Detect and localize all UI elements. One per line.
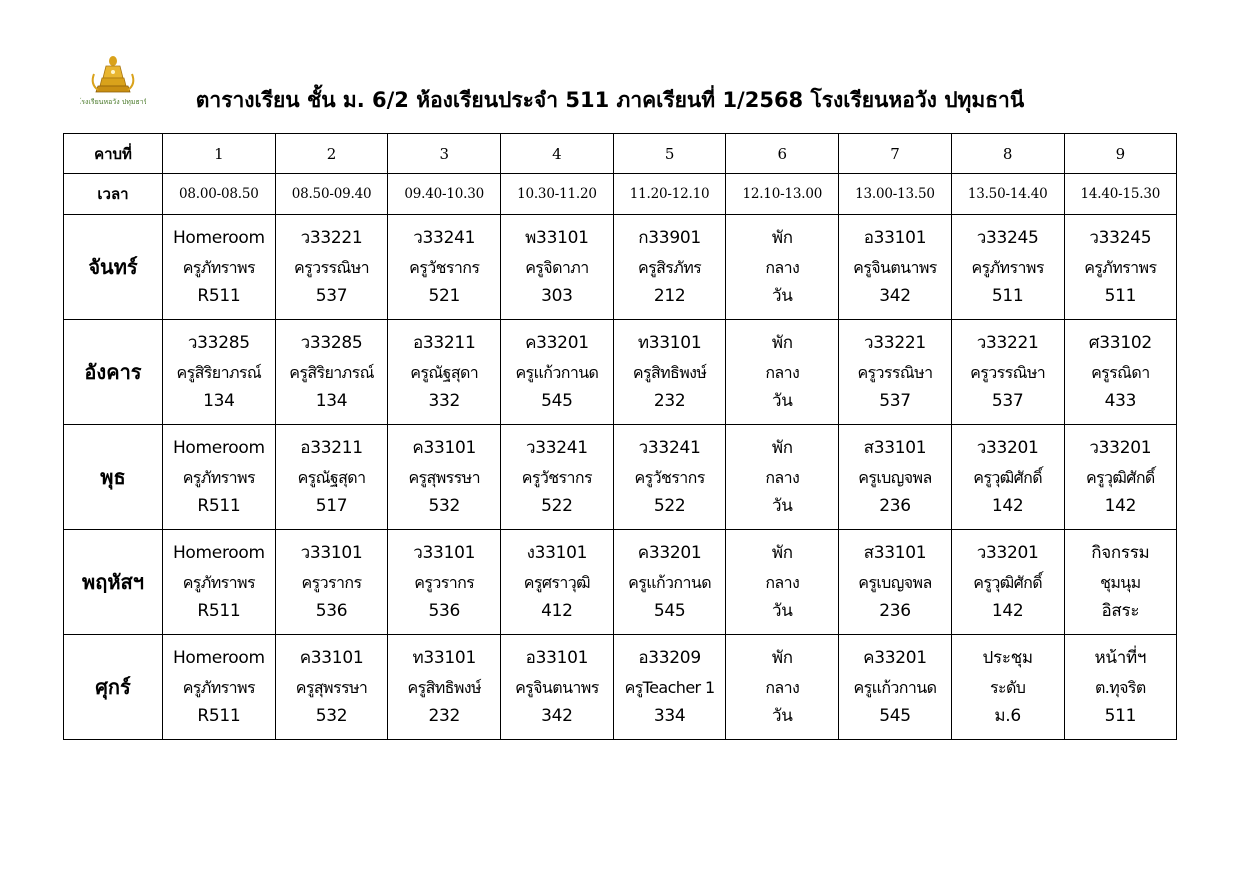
class-cell [163, 320, 276, 425]
time-slot: 13.50-14.40 [951, 174, 1064, 215]
teacher-name: ครูสิทธิพงษ์ [632, 362, 707, 382]
class-cell [501, 530, 614, 635]
room-number: 536 [428, 600, 460, 621]
teacher-name: ครูจิดาภา [525, 257, 589, 277]
subject-code: อ33211 [412, 332, 476, 353]
time-slot: 12.10-13.00 [726, 174, 839, 215]
room-number: วัน [771, 390, 793, 411]
class-cell [951, 635, 1064, 740]
class-cell [951, 425, 1064, 530]
class-cell [839, 320, 952, 425]
room-number: อิสระ [1101, 600, 1140, 621]
day-row [64, 530, 1177, 635]
day-name: ศุกร์ [64, 635, 163, 740]
period-number: 3 [388, 134, 501, 174]
teacher-name: ต.ทุจริต [1094, 677, 1146, 697]
room-number: 142 [1104, 495, 1137, 516]
subject-code: ว33285 [300, 332, 363, 353]
room-number: 521 [428, 285, 460, 306]
crown-emblem-icon [93, 56, 134, 92]
teacher-name: ครูวรรณิษา [970, 362, 1046, 382]
period-number: 2 [275, 134, 388, 174]
teacher-name: ครูภัทราพร [182, 257, 255, 277]
time-slot: 09.40-10.30 [388, 174, 501, 215]
page-title: ตารางเรียน ชั้น ม. 6/2 ห้องเรียนประจำ 511 ภาคเรียนที่ 1/2568 โรงเรียนหอวัง ปทุมธานี [195, 88, 1025, 112]
teacher-name: ครูสุพรรษา [295, 677, 368, 697]
class-cell [1064, 635, 1177, 740]
day-name: จันทร์ [64, 215, 163, 320]
class-cell [388, 635, 501, 740]
teacher-name: ครูTeacher 1 [624, 677, 715, 697]
subject-code: ว33285 [187, 332, 250, 353]
subject-code: Homeroom [172, 647, 265, 668]
period-number: 8 [951, 134, 1064, 174]
room-number: 537 [315, 285, 348, 306]
teacher-name: ครูวรรณิษา [857, 362, 933, 382]
room-number: R511 [197, 600, 241, 621]
teacher-name: ครูจินตนาพร [853, 257, 937, 277]
room-number: 142 [991, 600, 1024, 621]
class-cell [275, 215, 388, 320]
time-slot: 13.00-13.50 [839, 174, 952, 215]
period-number: 7 [839, 134, 952, 174]
subject-code: ว33241 [638, 437, 701, 458]
class-cell [839, 530, 952, 635]
room-number: 522 [653, 495, 686, 516]
room-number: 412 [541, 600, 573, 621]
subject-code: กิจกรรม [1091, 542, 1150, 563]
subject-code: Homeroom [172, 437, 265, 458]
class-cell [613, 425, 726, 530]
teacher-name: ครูภัทราพร [1084, 257, 1157, 277]
room-number: 517 [315, 495, 348, 516]
class-cell [388, 530, 501, 635]
teacher-name: กลาง [765, 572, 800, 592]
room-number: 433 [1104, 390, 1137, 411]
subject-code: ว33241 [525, 437, 588, 458]
time-header-row [64, 174, 1177, 215]
subject-code: พัก [771, 227, 793, 248]
teacher-name: ครูเบญจพล [858, 572, 932, 592]
class-cell [951, 320, 1064, 425]
teacher-name: ครูวรากร [301, 572, 362, 592]
subject-code: ว33221 [976, 332, 1039, 353]
subject-code: ว33221 [300, 227, 363, 248]
room-number: 545 [541, 390, 573, 411]
teacher-name: กลาง [765, 257, 800, 277]
class-cell [275, 530, 388, 635]
subject-code: อ33209 [638, 647, 701, 668]
subject-code: ค33201 [525, 332, 589, 353]
day-row [64, 425, 1177, 530]
logo-text: โรงเรียนหอวัง ปทุมธานี [80, 98, 146, 106]
teacher-name: ครูภัทราพร [182, 467, 255, 487]
teacher-name: กลาง [765, 467, 800, 487]
teacher-name: ครูสิรภัทร [638, 257, 702, 277]
room-number: 212 [653, 285, 686, 306]
subject-code: Homeroom [172, 227, 265, 248]
teacher-name: ครูสิริยาภรณ์ [176, 362, 262, 382]
teacher-name: ครูวัชรากร [409, 257, 480, 277]
subject-code: ว33221 [864, 332, 926, 353]
teacher-name: ครูภัทราพร [971, 257, 1044, 277]
subject-code: ท33101 [637, 332, 702, 353]
class-cell [275, 635, 388, 740]
subject-code: พัก [771, 647, 793, 668]
subject-code: พัก [771, 332, 793, 353]
room-number: 303 [541, 285, 573, 306]
class-cell [613, 215, 726, 320]
period-number: 1 [163, 134, 276, 174]
day-row [64, 215, 1177, 320]
teacher-name: ครูสิริยาภรณ์ [289, 362, 374, 382]
teacher-name: ครูวุฒิศักดิ์ [1085, 467, 1155, 487]
class-cell [613, 530, 726, 635]
room-number: ม.6 [994, 705, 1021, 726]
teacher-name: กลาง [765, 677, 800, 697]
subject-code: พ33101 [525, 227, 589, 248]
teacher-name: ครูแก้วกานด [853, 677, 937, 697]
room-number: 334 [653, 705, 686, 726]
teacher-name: ครูสุพรรษา [408, 467, 480, 487]
schedule-table [63, 133, 1177, 740]
room-number: 532 [315, 705, 348, 726]
subject-code: ส33101 [863, 542, 927, 563]
time-slot: 08.00-08.50 [163, 174, 276, 215]
class-cell [726, 320, 839, 425]
subject-code: พัก [771, 542, 793, 563]
class-cell [839, 635, 952, 740]
subject-code: ง33101 [526, 542, 588, 563]
room-number: 332 [428, 390, 460, 411]
room-number: 545 [879, 705, 911, 726]
period-number: 5 [613, 134, 726, 174]
room-number: 342 [541, 705, 573, 726]
subject-code: ศ33102 [1088, 332, 1152, 353]
room-number: 545 [653, 600, 686, 621]
subject-code: พัก [771, 437, 793, 458]
subject-code: ว33201 [976, 542, 1039, 563]
day-row [64, 635, 1177, 740]
class-cell [726, 425, 839, 530]
class-cell [388, 215, 501, 320]
teacher-name: ครูวรรณิษา [294, 257, 370, 277]
teacher-name: ครูวุฒิศักดิ์ [973, 572, 1043, 592]
period-label: คาบที่ [64, 134, 163, 174]
class-cell [613, 320, 726, 425]
subject-code: ว33241 [413, 227, 476, 248]
room-number: วัน [771, 600, 793, 621]
subject-code: ค33201 [637, 542, 702, 563]
teacher-name: ครูศราวุฒิ [523, 572, 591, 592]
class-cell [163, 425, 276, 530]
teacher-name: กลาง [765, 362, 800, 382]
subject-code: ค33101 [412, 437, 477, 458]
class-cell [726, 530, 839, 635]
room-number: R511 [197, 285, 241, 306]
subject-code: ว33201 [976, 437, 1039, 458]
class-cell [839, 215, 952, 320]
subject-code: ว33101 [413, 542, 476, 563]
time-slot: 08.50-09.40 [275, 174, 388, 215]
day-name: พฤหัสฯ [64, 530, 163, 635]
room-number: R511 [197, 705, 241, 726]
class-cell [1064, 530, 1177, 635]
subject-code: ท33101 [412, 647, 476, 668]
subject-code: ส33101 [863, 437, 927, 458]
subject-code: ว33201 [1089, 437, 1152, 458]
class-cell [951, 215, 1064, 320]
teacher-name: ครูสิทธิพงษ์ [407, 677, 481, 697]
time-label: เวลา [64, 174, 163, 215]
room-number: วัน [771, 705, 793, 726]
time-slot: 14.40-15.30 [1064, 174, 1177, 215]
subject-code: อ33101 [525, 647, 589, 668]
subject-code: ว33101 [300, 542, 363, 563]
teacher-name: ครูแก้วกานด [515, 362, 599, 382]
period-number: 9 [1064, 134, 1177, 174]
room-number: 511 [991, 285, 1024, 306]
room-number: 537 [991, 390, 1024, 411]
room-number: 236 [879, 495, 911, 516]
period-number: 4 [501, 134, 614, 174]
class-cell [388, 320, 501, 425]
teacher-name: ระดับ [989, 677, 1026, 697]
subject-code: ว33245 [1089, 227, 1152, 248]
class-cell [1064, 425, 1177, 530]
subject-code: อ33211 [300, 437, 363, 458]
period-header-row [64, 134, 1177, 174]
day-name: อังคาร [64, 320, 163, 425]
teacher-name: ครูภัทราพร [182, 572, 255, 592]
room-number: 342 [879, 285, 911, 306]
class-cell [388, 425, 501, 530]
day-row [64, 320, 1177, 425]
subject-code: ค33101 [299, 647, 364, 668]
time-slot: 10.30-11.20 [501, 174, 614, 215]
room-number: 532 [428, 495, 460, 516]
room-number: 537 [879, 390, 911, 411]
day-name: พุธ [64, 425, 163, 530]
teacher-name: ครูภัทราพร [182, 677, 255, 697]
subject-code: Homeroom [172, 542, 265, 563]
teacher-name: ครูวุฒิศักดิ์ [973, 467, 1043, 487]
class-cell [613, 635, 726, 740]
teacher-name: ครูวัชรากร [521, 467, 592, 487]
teacher-name: ครูรณิดา [1091, 362, 1150, 382]
teacher-name: ครูณัฐสุดา [297, 467, 366, 487]
subject-code: ว33245 [976, 227, 1039, 248]
room-number: วัน [771, 285, 793, 306]
teacher-name: ครูวัชรากร [634, 467, 705, 487]
class-cell [839, 425, 952, 530]
class-cell [501, 425, 614, 530]
class-cell [726, 635, 839, 740]
class-cell [1064, 320, 1177, 425]
class-cell [275, 425, 388, 530]
teacher-name: ครูจินตนาพร [515, 677, 599, 697]
class-cell [275, 320, 388, 425]
teacher-name: ชุมนุม [1100, 572, 1141, 592]
room-number: 142 [991, 495, 1024, 516]
room-number: วัน [771, 495, 793, 516]
room-number: 134 [315, 390, 348, 411]
room-number: R511 [197, 495, 241, 516]
teacher-name: ครูวรากร [414, 572, 475, 592]
subject-code: ประชุม [982, 647, 1033, 668]
class-cell [163, 215, 276, 320]
period-number: 6 [726, 134, 839, 174]
subject-code: ก33901 [638, 227, 701, 248]
school-logo [80, 52, 146, 110]
teacher-name: ครูเบญจพล [858, 467, 932, 487]
class-cell [501, 320, 614, 425]
class-cell [163, 635, 276, 740]
room-number: 236 [879, 600, 911, 621]
room-number: 232 [428, 705, 460, 726]
class-cell [951, 530, 1064, 635]
room-number: 511 [1104, 705, 1137, 726]
subject-code: อ33101 [863, 227, 927, 248]
class-cell [726, 215, 839, 320]
class-cell [501, 215, 614, 320]
class-cell [501, 635, 614, 740]
room-number: 536 [315, 600, 348, 621]
room-number: 522 [541, 495, 573, 516]
class-cell [1064, 215, 1177, 320]
subject-code: ค33201 [863, 647, 927, 668]
class-cell [163, 530, 276, 635]
room-number: 134 [203, 390, 235, 411]
room-number: 232 [653, 390, 686, 411]
room-number: 511 [1104, 285, 1137, 306]
teacher-name: ครูแก้วกานด [628, 572, 712, 592]
subject-code: หน้าที่ฯ [1094, 647, 1147, 668]
teacher-name: ครูณัฐสุดา [410, 362, 479, 382]
time-slot: 11.20-12.10 [613, 174, 726, 215]
